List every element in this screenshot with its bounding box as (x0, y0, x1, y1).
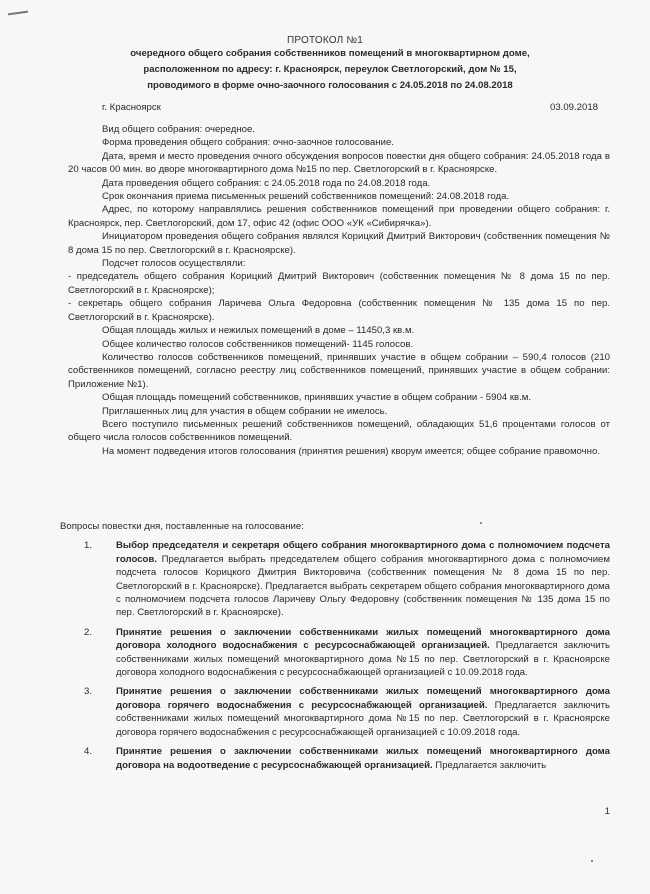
paragraph: На момент подведения итогов голосования (принятия решения) кворум имеется; общее собрание правомочно. (102, 445, 600, 457)
paragraph: Дата проведения общего собрания: с 24.05.2018 года по 24.08.2018 года. (102, 177, 431, 189)
document-city: г. Красноярск (102, 102, 161, 113)
agenda-item-number: 3. (84, 686, 93, 698)
page-number: 1 (604, 806, 610, 817)
scan-artifact-mark (8, 11, 28, 16)
agenda-questions (60, 520, 610, 772)
agenda-item-title: Принятие решения о заключении собственниками жилых помещений многоквартирного дома договора горячего водоснабжения с ресурсоснабжающей организацией. (116, 686, 610, 711)
agenda-heading: Вопросы повестки дня, поставленные на голосование: (60, 521, 304, 532)
document-date: 03.09.2018 (550, 102, 599, 113)
document-body (68, 123, 610, 458)
agenda-item-text: Предлагается заключить собственниками жилых помещений многоквартирного дома №15 по пер. Светлогорский в г. Красноярске договора холодного водоснабжения с ресурсоснабжающей организацией с 10.09.2018 года. (116, 640, 610, 679)
agenda-item-number: 1. (84, 540, 93, 552)
document-subtitle-line-3: проводимого в форме очно-заочного голосования с 24.05.2018 по 24.08.2018 (147, 80, 513, 91)
agenda-item-text: Предлагается выбрать председателем общего собрания многоквартирного дома с полномочием подсчета голосов Корицкого Дмитрия Викторовича (собственник помещения № 8 дома 15 по пер. Светлогорский в г. Красноярске). Предлагается выбрать секретарем общего собрания многоквартирного дома с полномочием подсчета голосов Ларичеву Ольгу Федоровну (собственник помещения № 135 дома 15 по пер. Светлогорский в г. Красноярске). (116, 553, 610, 619)
paragraph: Адрес, по которому направлялись решения собственников помещений при проведении общего собрания: г. Красноярск, пер. Светлогорский, дом 17, офис 42 (офис ООО «УК «Сибирячка»). (68, 204, 610, 229)
scan-artifact-dot (591, 860, 593, 862)
agenda-item-title: Выбор председателя и секретаря общего собрания многоквартирного дома с полномочием подсчета голосов. (116, 540, 610, 565)
agenda-item-number: 2. (84, 626, 93, 638)
paragraph: Срок окончания приема письменных решений собственников помещений: 24.08.2018 года. (102, 191, 510, 203)
agenda-item (68, 745, 610, 772)
paragraph: Подсчет голосов осуществляли: (102, 258, 246, 270)
paragraph: Дата, время и место проведения очного обсуждения вопросов повестки дня общего собрания: 24.05.2018 года в 20 часов 00 мин. во дворе многоквартирного дома №15 по пер. Светлогорский в г. Красноярске. (68, 150, 610, 176)
agenda-item (68, 685, 610, 739)
agenda-item-title: Принятие решения о заключении собственниками жилых помещений многоквартирного дома договора холодного водоснабжения с ресурсоснабжающей организацией. (116, 626, 610, 652)
agenda-item (68, 626, 610, 680)
document-title: ПРОТОКОЛ №1 (286, 35, 364, 46)
agenda-item-title: Принятие решения о заключении собственниками жилых помещений многоквартирного дома договора на водоотведение с ресурсоснабжающей организацией. (116, 746, 610, 771)
agenda-item (68, 539, 610, 619)
paragraph: Количество голосов собственников помещений, принявших участие в общем собрании – 590,4 голосов (210 собственников помещений, согласно реестру лиц собственников помещений, принявших участие в общем собрании: Приложение №1). (68, 351, 610, 390)
document-subtitle-line-2: расположенном по адресу: г. Красноярск, переулок Светлогорский, дом № 15, (143, 64, 517, 75)
paragraph: Общая площадь помещений собственников, принявших участие в общем собрании - 5904 кв.м. (102, 392, 532, 404)
paragraph: Общее количество голосов собственников помещений- 1145 голосов. (102, 338, 414, 350)
agenda-list (68, 539, 610, 772)
paragraph: Форма проведения общего собрания: очно-заочное голосование. (102, 137, 394, 149)
paragraph: - председатель общего собрания Корицкий Дмитрий Викторович (собственник помещения № 8 дома 15 по пер. Светлогорский в г. Красноярске); (68, 271, 610, 296)
paragraph: Инициатором проведения общего собрания являлся Корицкий Дмитрий Викторович (собственник помещения № 8 дома 15 по пер. Светлогорский в г. Красноярске). (68, 231, 610, 256)
paragraph: Вид общего собрания: очередное. (102, 124, 256, 135)
agenda-item-text: Предлагается заключить (432, 759, 547, 771)
paragraph: Приглашенных лиц для участия в общем собрании не имелось. (102, 405, 388, 417)
agenda-item-text: Предлагается заключить собственниками жилых помещений многоквартирного дома №15 по пер. Светлогорский в г. Красноярске договора горячего водоснабжения с ресурсоснабжающей организацией с 10.09.2018 года. (116, 699, 610, 738)
paragraph: Общая площадь жилых и нежилых помещений в доме – 11450,3 кв.м. (102, 325, 415, 337)
document-subtitle-line-1: очередного общего собрания собственников помещений в многоквартирном доме, (130, 48, 530, 59)
paragraph: Всего поступило письменных решений собственников помещений, обладающих 51,6 процентами голосов от общего числа голосов собственников помещений. (68, 418, 610, 444)
agenda-item-number: 4. (84, 746, 93, 758)
paragraph: - секретарь общего собрания Ларичева Ольга Федоровна (собственник помещения № 135 дома 15 по пер. Светлогорский в г. Красноярске). (68, 298, 610, 323)
